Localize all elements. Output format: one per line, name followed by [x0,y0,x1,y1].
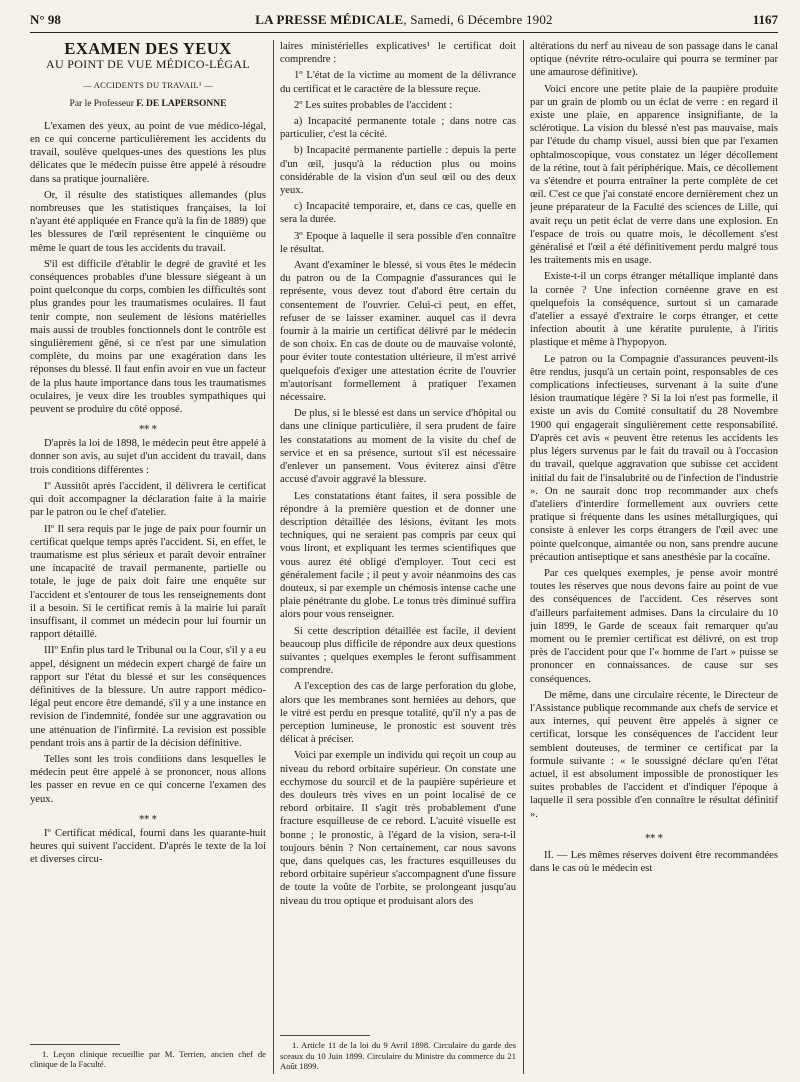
paragraph: Iº Certificat médical, fourni dans les quarante-huit heures qui suivent l'accident. D'après le texte de la loi et diverses circu- [30,827,266,866]
paragraph: IIIº Enfin plus tard le Tribunal ou la Cour, s'il y a eu appel, désignent un médecin expert chargé de faire un rapport sur l'état du blessé et sur les conséquences définitives de la blessure. Un autre rapport médico-légal peut encore être demandé, s'il y a une instance en revision de l'indemnité, fondée sur une aggravation ou une atténuation de l'infirmité. La revision est possible pendant trois ans à partir de la décision définitive. [30,645,266,749]
paragraph: Si cette description détaillée est facile, il devient beaucoup plus difficile de répondre aux deux questions suivantes ; quelques exemples le feront suffisamment comprendre. [280,625,516,677]
paragraph: 1º L'état de la victime au moment de la délivrance du certificat et le caractère de la blessure reçue. [280,70,516,95]
paragraph: 3º Epoque à laquelle il sera possible d'en connaître le résultat. [280,230,516,255]
byline [30,98,266,111]
paragraph: Voici encore une petite plaie de la paupière produite par un grain de plomb ou un éclat de verre : en regard il existe une plaie, en apparence insignifiante, de la sclérotique. La vision du blessé n'est pas mauvaise, mais par l'étude du champ visuel, aussi bien que par l'examen ophtalmoscopique, vous constatez un léger décollement de la rétine, tout à fait périphérique. Mais, ce décollement va s'étendre et pourra entraîner la perte complète de cet œil. C'est ce que j'ai constaté encore dernièrement chez un jeune préparateur de la Faculté des sciences de Lille, qui avait reçu un petit éclat de verre dans une explosion. En l'espace de trois ou quatre mois, le décollement s'est généralisé et l'œil a été définitivement perdu malgré tous les traitements mis en usage. [530,83,778,267]
journal-title: LA PRESSE MÉDICALE [255,12,404,27]
issue-date: , Samedi, 6 Décembre 1902 [403,12,553,27]
paragraph: Les constatations étant faites, il sera possible de répondre à la première question et de donner une description détaillée des lésions, évitant les mots techniques, qui ne seraient pas compris par ceux qui vous liront, et expliquant les termes scientifiques que vous aurez été obligé d'employer. Tout ceci est généralement facile ; il peut y avoir néanmoins des cas douteux, si par exemple un chémosis intense cache une plaie pénétrante du globe. Le tonus très diminué suffira alors pour vous renseigner. [280,490,516,621]
byline-prefix: Par le Professeur [69,98,137,109]
paragraph: De plus, si le blessé est dans un service d'hôpital ou dans une clinique particulière, il sera prudent de faire les constatations au moment de la visite du chef de service et en sa présence, surtout s'il est nécessaire d'enlever un pansement. Vous éviterez ainsi d'être accusé d'avoir aggravé la blessure. [280,408,516,486]
paragraph: Telles sont les trois conditions dans lesquelles le médecin peut être appelé à se prononcer, nous allons les passer en revue en ce qui concerne l'examen des yeux. [30,753,266,805]
section-stars: ⁎⁎ ⁎ [139,421,157,433]
paragraph: Voici par exemple un individu qui reçoit un coup au niveau du rebord orbitaire supérieur. On constate une ecchymose du sourcil et de la paupière supérieure et des douleurs très vives en un point localisé de ce rebord orbitaire. Il s'agit très probablement d'une fracture esquilleuse de ce rebord. L'acuité visuelle est bonne ; le pronostic, à l'égard de la vision, sera-t-il toujours bénin ? Non certainement, car nous savons que, dans quelques cas, les fractures esquilleuses du rebord orbitaire supérieur s'accompagnent d'une fissure de toute la voûte de l'orbite, se prolongeant jusqu'au niveau du trou optique et produisant alors des [280,750,516,907]
paragraph: De même, dans une circulaire récente, le Directeur de l'Assistance publique recommande aux chefs de service et aux internes, qui peuvent être appelés à signer ce certificat, lorsque les conséquences de l'accident leur semblent douteuses, de terminer ce certificat par la formule suivante : « le soussigné déclare qu'en l'état actuel, il est absolument impossible de pronostiquer les suites probables de l'accident et d'indiquer l'époque à laquelle il sera possible d'en connaître le résultat définitif ». [530,689,778,820]
article-columns [30,40,778,1082]
page-number: 1167 [752,12,778,27]
paragraph: D'après la loi de 1898, le médecin peut être appelé à donner son avis, au sujet d'un accident du travail, dans trois conditions différentes : [30,438,266,476]
footnote-rule [280,1035,370,1036]
article-title: EXAMEN DES YEUX [64,40,232,58]
column-1 [30,40,266,1082]
paragraph: Avant d'examiner le blessé, si vous êtes le médecin du patron ou de la Compagnie d'assurances qui le représente, vous devez tout d'abord être certain du consentement de l'ouvrier. Celui-ci peut, en effet, refuser de se laisser examiner. auquel cas il devra fournir à la mairie un certificat délivré par le médecin de son choix. En cas de doute ou de mauvaise volonté, pour éviter toute contestation ultérieure, il m'est arrivé quelquefois d'exiger une attestation écrite de l'ouvrier m'autorisant formellement à pratiquer l'examen nécessaire. [280,260,516,404]
paragraph: Iº Aussitôt après l'accident, il délivrera le certificat qui doit accompagner la déclaration faite à la mairie par le patron ou le chef d'atelier. [30,480,266,519]
footnote-area [30,1030,266,1070]
section-stars: ⁎⁎ ⁎ [645,829,663,841]
page-header [30,12,778,33]
paragraph: L'examen des yeux, au point de vue médico-légal, en ce qui concerne particulièrement les accidents du travail, soulève quelques-unes des questions les plus délicates que le médecin puisse être appelé à résoudre dans sa pratique journalière. [30,120,266,185]
paragraph: laires ministérielles explicatives¹ le certificat doit comprendre : [280,41,516,66]
article-kicker: — ACCIDENTS DU TRAVAIL¹ — [82,80,213,91]
issue-number: N° 98 [30,12,61,27]
paragraph: II. — Les mêmes réserves doivent être recommandées dans le cas où le médecin est [530,849,778,874]
column-divider [273,40,274,1074]
footnote: 1. Leçon clinique recueillie par M. Terrien, ancien chef de clinique de la Faculté. [30,1048,266,1070]
column-divider [523,40,524,1074]
paragraph: altérations du nerf au niveau de son passage dans le canal optique (névrite rétro-oculaire qui pourra se terminer par une amaurose définitive). [530,41,778,79]
paragraph: Existe-t-il un corps étranger métallique implanté dans la cornée ? Une infection cornéenne grave en est quelquefois la conséquence, surtout si un camarade d'atelier a essayé d'extraire le corps étranger, et cette infection aboutit à une kératite purulente, à l'iritis plastique et même à l'hypopyon. [530,271,778,349]
paragraph: A l'exception des cas de large perforation du globe, alors que les membranes sont herniées au dehors, que le vitré est perdu en presque totalité, qu'il n'y a pas de perception lumineuse, le pronostic est souvent très délicat à préciser. [280,681,516,746]
article-subtitle: AU POINT DE VUE MÉDICO-LÉGAL [46,57,250,72]
paragraph: IIº Il sera requis par le juge de paix pour fournir un certificat quelque temps après l'accident. Si, en effet, le traumatisme est plus sérieux et paraît devoir entraîner une incapacité de travail permanente, partielle ou totale, le juge de paix doit faire une enquête sur l'accident et s'entourer de tous les renseignements dont il a besoin. Si le certificat remis à la mairie lui paraît insuffisant, il commet un médecin pour lui fournir un rapport détaillé. [30,523,266,641]
paragraph: 2º Les suites probables de l'accident : [294,99,453,111]
paragraph: c) Incapacité temporaire, et, dans ce cas, quelle en sera la durée. [280,201,516,226]
paragraph: S'il est difficile d'établir le degré de gravité et les conséquences probables d'une blessure siégeant à un point quelconque du corps, combien les difficultés sont plus grandes pour les traumatismes oculaires. Il faut tenir compte, non seulement de lésions matérielles mais aussi de troubles fonctionnels dont le contrôle est singulièrement gêné, si ce n'est par une simulation complète, du moins par une exagération dans les réponses du blessé. Il faut enfin avoir en vue un facteur de la plus haute importance dans tous les traumatismes oculaires, je veux dire les troubles sympathiques qui peuvent se produire du côté opposé. [30,258,266,416]
paragraph: Le patron ou la Compagnie d'assurances peuvent-ils être rendus, jusqu'à un certain point, responsables de ces complications infectieuses, survenant à la suite d'une lésion traumatique légère ? Si la loi n'est pas formelle, il existe un avis du Comité consultatif du 28 Novembre 1900 qui engagerait singulièrement cette responsabilité. D'après cet avis « peuvent être retenus les accidents les plus légers survenus par le fait du travail ou à l'occasion du travail, quelque aggravation que subisse cet accident initial du fait de l'insalubrité ou de l'infection de l'industrie ». On ne saurait donc trop recommander aux chefs d'ateliers d'interdire formellement aux ouvriers cette pratique si fréquente dans les usines métallurgiques, qui consiste à enlever les corps étrangers de l'œil avec une pointe quelconque, aimantée ou non, sans prendre aucune précaution antiseptique et sans anesthésie par la cocaïne. [530,353,778,563]
section-stars: ⁎⁎ ⁎ [139,810,157,822]
paragraph: Par ces quelques exemples, je pense avoir montré toutes les réserves que nous devons faire au point de vue des conséquences de l'accident. Ces réserves sont d'ailleurs parfaitement admises. Dans la circulaire du 10 juin 1899, le Garde de sceaux fait remarquer qu'au moment ou le premier certificat est délivré, on est trop près de l'accident pour que l'« homme de l'art » puisse se prononcer en connaissances. de cause sur ses conséquences. [530,567,778,685]
paragraph: b) Incapacité permanente partielle : depuis la perte d'un œil, jusqu'à la réduction plus ou moins considérable de la vision d'un seul œil ou des deux yeux. [280,145,516,197]
column-3 [530,40,778,1082]
footnote-rule [30,1044,120,1045]
journal-masthead [30,12,778,28]
paragraph: Or, il résulte des statistiques allemandes (plus nombreuses que les statistiques françaises, la loi n'ayant été appliquée en France qu'à la fin de 1889) que les blessures de l'œil représentent le cinquième ou même le quart de tous les accidents du travail. [30,189,266,254]
paragraph: a) Incapacité permanente totale ; dans notre cas particulier, c'est la cécité. [280,116,516,141]
footnote-area [280,1021,516,1072]
column-2 [280,40,516,1082]
author-name: F. DE LAPERSONNE [136,98,227,109]
footnote: 1. Article 11 de la loi du 9 Avril 1898. Circulaire du garde des sceaux du 10 Juin 1899. Circulaire du Ministre du commerce du 21 Août 1899. [280,1040,516,1072]
